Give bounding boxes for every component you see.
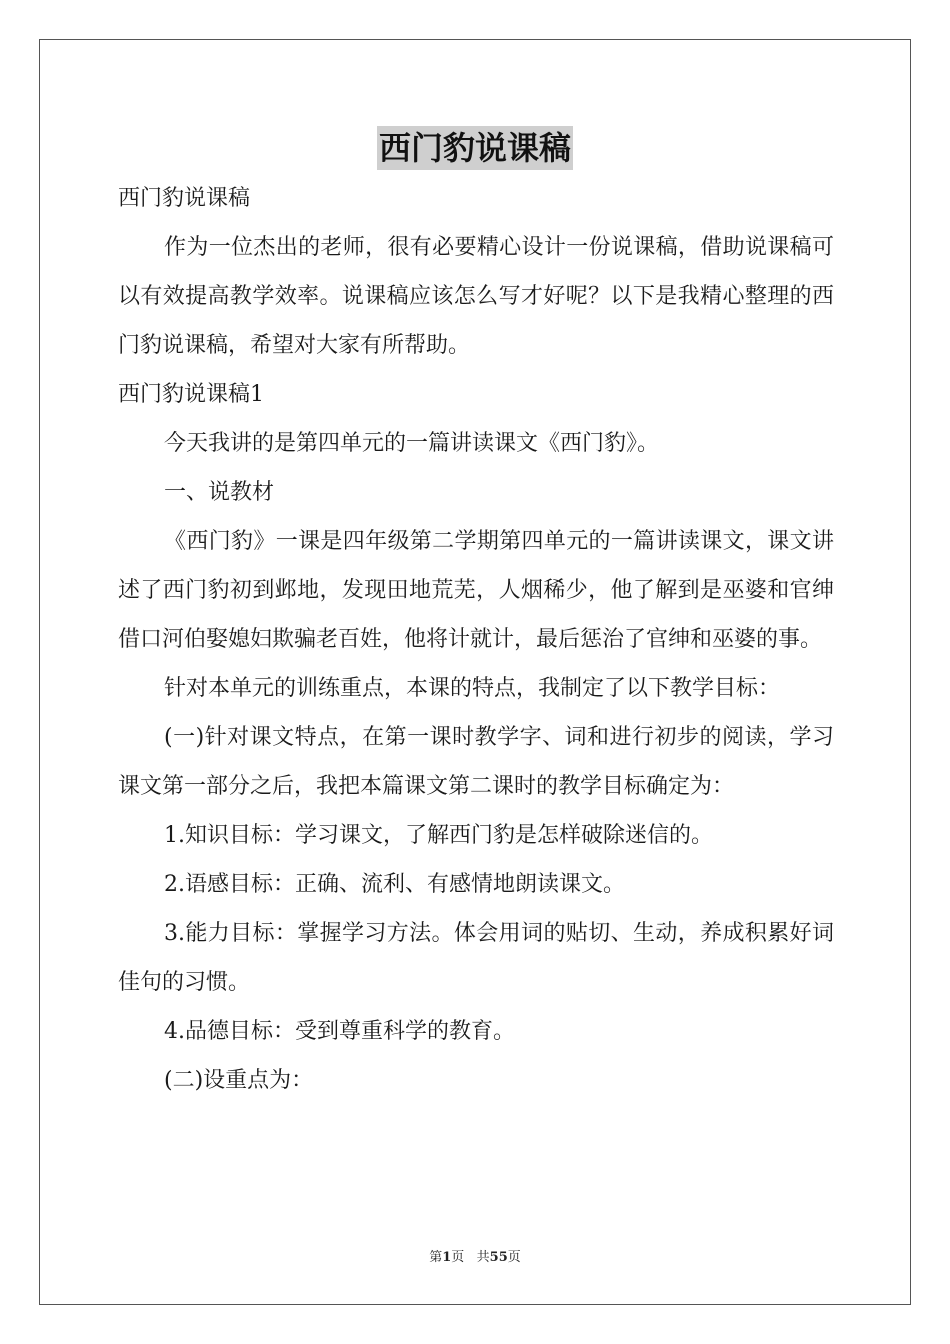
- paragraph: 西门豹说课稿1: [118, 382, 264, 407]
- paragraph: 今天我讲的是第四单元的一篇讲读课文《西门豹》。: [164, 431, 660, 456]
- paragraph: 西门豹说课稿: [118, 186, 251, 211]
- document-body: [118, 174, 834, 1105]
- paragraph: 针对本单元的训练重点，本课的特点，我制定了以下教学目标：: [164, 676, 781, 701]
- footer-suffix: 页: [507, 1250, 521, 1265]
- paragraph: 3.能力目标：掌握学习方法。体会用词的贴切、生动，养成积累好词佳句的习惯。: [118, 921, 834, 995]
- title-container: [0, 126, 950, 170]
- document-title: 西门豹说课稿: [377, 126, 573, 170]
- footer-page-number: 1: [442, 1250, 452, 1265]
- paragraph: 作为一位杰出的老师，很有必要精心设计一份说课稿，借助说课稿可以有效提高教学效率。说课稿应该怎么写才好呢？以下是我精心整理的西门豹说课稿，希望对大家有所帮助。: [118, 235, 834, 358]
- paragraph: 一、说教材: [164, 480, 275, 505]
- footer-prefix: 第: [429, 1250, 443, 1265]
- paragraph: 2.语感目标：正确、流利、有感情地朗读课文。: [164, 872, 625, 897]
- paragraph: 1.知识目标：学习课文，了解西门豹是怎样破除迷信的。: [164, 823, 713, 848]
- paragraph: 4.品德目标：受到尊重科学的教育。: [164, 1019, 515, 1044]
- paragraph: 《西门豹》一课是四年级第二学期第四单元的一篇讲读课文，课文讲述了西门豹初到邺地，发现田地荒芜，人烟稀少，他了解到是巫婆和官绅借口河伯娶媳妇欺骗老百姓，他将计就计，最后惩治了官绅和巫婆的事。: [118, 529, 834, 652]
- page-footer: [0, 1246, 950, 1265]
- paragraph: (二)设重点为：: [164, 1068, 314, 1093]
- paragraph: (一)针对课文特点，在第一课时教学字、词和进行初步的阅读，学习课文第一部分之后，我把本篇课文第二课时的教学目标确定为：: [118, 725, 834, 799]
- footer-mid: 页 共: [451, 1250, 490, 1265]
- footer-total-pages: 55: [489, 1250, 508, 1265]
